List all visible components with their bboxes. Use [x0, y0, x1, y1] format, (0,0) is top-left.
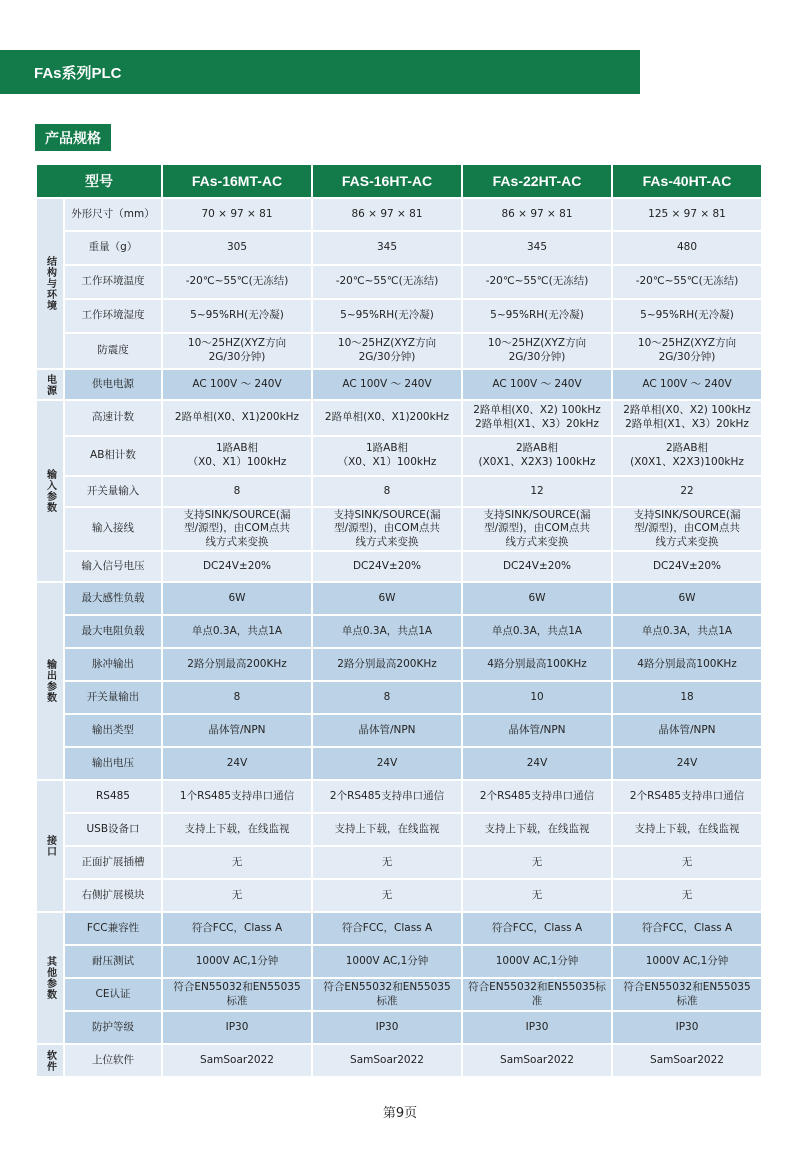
spec-value: 6W [613, 583, 761, 614]
spec-name: 输入信号电压 [65, 552, 161, 581]
spec-value: 无 [163, 880, 311, 911]
table-row [37, 616, 761, 647]
group-label: 软件 [37, 1045, 63, 1076]
spec-value: IP30 [463, 1012, 611, 1043]
spec-value: 70 × 97 × 81 [163, 199, 311, 230]
spec-value: AC 100V ～ 240V [613, 370, 761, 399]
spec-value: 5~95%RH(无冷凝) [613, 300, 761, 332]
table-row [37, 649, 761, 680]
spec-value: 2个RS485支持串口通信 [463, 781, 611, 812]
spec-value: 10～25HZ(XYZ方向 2G/30分钟) [313, 334, 461, 368]
spec-value: 支持上下载，在线监视 [463, 814, 611, 845]
spec-value: 6W [163, 583, 311, 614]
table-row [37, 781, 761, 812]
spec-value: AC 100V ～ 240V [463, 370, 611, 399]
spec-value: 4路分别最高100KHz [463, 649, 611, 680]
spec-value: 5~95%RH(无冷凝) [163, 300, 311, 332]
spec-value: 符合FCC，Class A [463, 913, 611, 944]
spec-value: 无 [463, 880, 611, 911]
spec-value: 2个RS485支持串口通信 [313, 781, 461, 812]
spec-value: 4路分别最高100KHz [613, 649, 761, 680]
table-row [37, 370, 761, 399]
table-row [37, 1012, 761, 1043]
spec-value: 1000V AC,1分钟 [613, 946, 761, 977]
spec-value: 24V [613, 748, 761, 779]
spec-value: 1路AB相 （X0、X1）100kHz [313, 437, 461, 475]
spec-value: 10～25HZ(XYZ方向 2G/30分钟) [613, 334, 761, 368]
table-row [37, 232, 761, 264]
spec-value: 24V [313, 748, 461, 779]
spec-value: 2路分别最高200KHz [163, 649, 311, 680]
spec-value: DC24V±20% [463, 552, 611, 581]
spec-name: 输入接线 [65, 508, 161, 550]
spec-value: 支持上下载，在线监视 [313, 814, 461, 845]
spec-value: 480 [613, 232, 761, 264]
spec-value: 345 [463, 232, 611, 264]
spec-value: 1000V AC,1分钟 [463, 946, 611, 977]
spec-value: 符合EN55032和EN55035 标准 [313, 979, 461, 1010]
spec-value: 支持SINK/SOURCE(漏 型/源型)，由COM点共 线方式来变换 [163, 508, 311, 550]
spec-value: 无 [163, 847, 311, 878]
spec-value: 支持SINK/SOURCE(漏 型/源型)，由COM点共 线方式来变换 [313, 508, 461, 550]
spec-value: DC24V±20% [613, 552, 761, 581]
spec-value: SamSoar2022 [463, 1045, 611, 1076]
spec-value: 支持SINK/SOURCE(漏 型/源型)，由COM点共 线方式来变换 [613, 508, 761, 550]
spec-value: 305 [163, 232, 311, 264]
spec-value: 符合FCC，Class A [163, 913, 311, 944]
spec-value: 18 [613, 682, 761, 713]
spec-name: 脉冲输出 [65, 649, 161, 680]
spec-name: 正面扩展插槽 [65, 847, 161, 878]
spec-value: -20℃~55℃(无冻结) [463, 266, 611, 298]
spec-value: 符合EN55032和EN55035 标准 [613, 979, 761, 1010]
spec-value: 8 [163, 682, 311, 713]
table-row [37, 300, 761, 332]
spec-value: 晶体管/NPN [313, 715, 461, 746]
spec-value: 5~95%RH(无冷凝) [463, 300, 611, 332]
spec-value: -20℃~55℃(无冻结) [313, 266, 461, 298]
spec-value: 1个RS485支持串口通信 [163, 781, 311, 812]
spec-value: -20℃~55℃(无冻结) [163, 266, 311, 298]
group-label: 电源 [37, 370, 63, 399]
spec-name: 工作环境温度 [65, 266, 161, 298]
spec-name: 供电电源 [65, 370, 161, 399]
spec-value: 8 [313, 477, 461, 506]
spec-value: 支持上下载，在线监视 [163, 814, 311, 845]
group-label: 输出参数 [37, 583, 63, 779]
spec-value: 无 [313, 880, 461, 911]
spec-value: 2路单相(X0、X2) 100kHz 2路单相(X1、X3）20kHz [613, 401, 761, 435]
table-row [37, 334, 761, 368]
table-row [37, 266, 761, 298]
spec-value: 单点0.3A，共点1A [613, 616, 761, 647]
spec-value: 单点0.3A，共点1A [163, 616, 311, 647]
spec-value: 12 [463, 477, 611, 506]
table-row [37, 199, 761, 230]
section-title: 产品规格 [35, 124, 111, 151]
table-row [37, 814, 761, 845]
spec-value: IP30 [313, 1012, 461, 1043]
table-row [37, 847, 761, 878]
spec-value: 支持SINK/SOURCE(漏 型/源型)，由COM点共 线方式来变换 [463, 508, 611, 550]
spec-value: 8 [163, 477, 311, 506]
table-row [37, 552, 761, 581]
spec-value: 86 × 97 × 81 [463, 199, 611, 230]
header-title: FAs系列PLC [34, 64, 122, 82]
group-label: 其他参数 [37, 913, 63, 1043]
group-label: 输入参数 [37, 401, 63, 581]
spec-value: 单点0.3A，共点1A [313, 616, 461, 647]
spec-value: 22 [613, 477, 761, 506]
spec-value: 5~95%RH(无冷凝) [313, 300, 461, 332]
spec-value: 1000V AC,1分钟 [313, 946, 461, 977]
table-row [37, 477, 761, 506]
spec-value: 符合FCC，Class A [613, 913, 761, 944]
spec-value: 无 [613, 880, 761, 911]
spec-name: FCC兼容性 [65, 913, 161, 944]
spec-value: 2路AB相 (X0X1、X2X3) 100kHz [463, 437, 611, 475]
spec-name: AB相计数 [65, 437, 161, 475]
spec-name: 开关量输出 [65, 682, 161, 713]
spec-name: 高速计数 [65, 401, 161, 435]
spec-value: 6W [463, 583, 611, 614]
spec-value: 24V [463, 748, 611, 779]
spec-table [35, 163, 763, 1078]
table-row [37, 583, 761, 614]
spec-value: 支持上下载，在线监视 [613, 814, 761, 845]
spec-value: 1000V AC,1分钟 [163, 946, 311, 977]
group-label: 结构与环境 [37, 199, 63, 368]
header-model-1: FAs-16MT-AC [163, 165, 311, 197]
spec-value: AC 100V ～ 240V [313, 370, 461, 399]
spec-value: 晶体管/NPN [163, 715, 311, 746]
spec-name: 防护等级 [65, 1012, 161, 1043]
spec-value: SamSoar2022 [163, 1045, 311, 1076]
table-row [37, 946, 761, 977]
spec-value: 10 [463, 682, 611, 713]
spec-value: 无 [463, 847, 611, 878]
spec-name: 外形尺寸（mm） [65, 199, 161, 230]
spec-value: 86 × 97 × 81 [313, 199, 461, 230]
table-row [37, 1045, 761, 1076]
spec-name: 右侧扩展模块 [65, 880, 161, 911]
table-row [37, 913, 761, 944]
spec-value: 无 [613, 847, 761, 878]
table-row [37, 880, 761, 911]
table-row [37, 508, 761, 550]
spec-value: 1路AB相 （X0、X1）100kHz [163, 437, 311, 475]
spec-value: 2路单相(X0、X2) 100kHz 2路单相(X1、X3）20kHz [463, 401, 611, 435]
spec-value: 符合FCC，Class A [313, 913, 461, 944]
spec-name: 开关量输入 [65, 477, 161, 506]
spec-name: 工作环境湿度 [65, 300, 161, 332]
spec-value: SamSoar2022 [313, 1045, 461, 1076]
spec-name: 输出类型 [65, 715, 161, 746]
table-row [37, 979, 761, 1010]
spec-value: 2路AB相 (X0X1、X2X3)100kHz [613, 437, 761, 475]
spec-name: 最大感性负载 [65, 583, 161, 614]
spec-name: 重量（g） [65, 232, 161, 264]
spec-value: 单点0.3A，共点1A [463, 616, 611, 647]
spec-value: -20℃~55℃(无冻结) [613, 266, 761, 298]
spec-name: 防震度 [65, 334, 161, 368]
spec-value: 2个RS485支持串口通信 [613, 781, 761, 812]
spec-name: 最大电阻负载 [65, 616, 161, 647]
spec-value: SamSoar2022 [613, 1045, 761, 1076]
header-model-3: FAs-22HT-AC [463, 165, 611, 197]
page-number: 第9页 [382, 1106, 418, 1121]
spec-value: IP30 [613, 1012, 761, 1043]
table-row [37, 437, 761, 475]
table-row [37, 715, 761, 746]
spec-value: DC24V±20% [313, 552, 461, 581]
table-row [37, 401, 761, 435]
spec-value: DC24V±20% [163, 552, 311, 581]
table-header-row [37, 165, 761, 197]
spec-value: 无 [313, 847, 461, 878]
spec-value: 符合EN55032和EN55035标 准 [463, 979, 611, 1010]
spec-value: 2路单相(X0、X1)200kHz [313, 401, 461, 435]
header-model-2: FAS-16HT-AC [313, 165, 461, 197]
spec-value: 符合EN55032和EN55035 标准 [163, 979, 311, 1010]
spec-value: 125 × 97 × 81 [613, 199, 761, 230]
spec-name: USB设备口 [65, 814, 161, 845]
spec-value: AC 100V ～ 240V [163, 370, 311, 399]
spec-name: 输出电压 [65, 748, 161, 779]
spec-value: 10～25HZ(XYZ方向 2G/30分钟) [463, 334, 611, 368]
spec-name: RS485 [65, 781, 161, 812]
group-label: 接口 [37, 781, 63, 911]
spec-value: 2路单相(X0、X1)200kHz [163, 401, 311, 435]
spec-value: 晶体管/NPN [613, 715, 761, 746]
spec-name: 耐压测试 [65, 946, 161, 977]
spec-value: 8 [313, 682, 461, 713]
header-model-4: FAs-40HT-AC [613, 165, 761, 197]
spec-name: CE认证 [65, 979, 161, 1010]
spec-value: IP30 [163, 1012, 311, 1043]
spec-name: 上位软件 [65, 1045, 161, 1076]
spec-value: 345 [313, 232, 461, 264]
spec-value: 晶体管/NPN [463, 715, 611, 746]
header-model-label: 型号 [37, 165, 161, 197]
spec-value: 2路分别最高200KHz [313, 649, 461, 680]
table-row [37, 682, 761, 713]
spec-value: 24V [163, 748, 311, 779]
spec-value: 6W [313, 583, 461, 614]
header-bar [0, 50, 640, 94]
table-row [37, 748, 761, 779]
spec-value: 10～25HZ(XYZ方向 2G/30分钟) [163, 334, 311, 368]
